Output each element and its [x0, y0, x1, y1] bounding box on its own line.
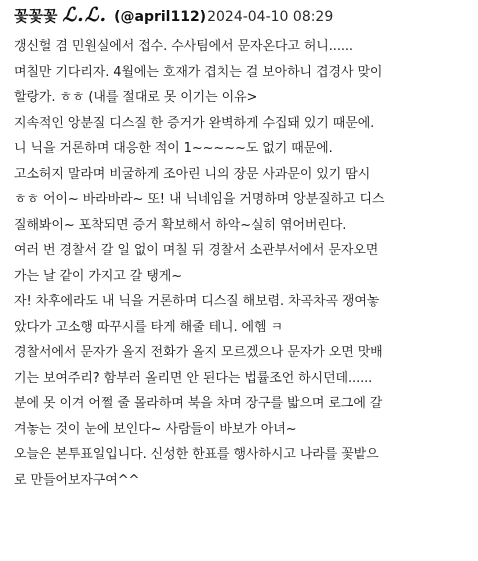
post-body-line: 분에 못 이겨 어쩔 줄 몰라하며 북을 차며 장구를 밟으며 로그에 갈	[14, 396, 383, 411]
post-body-line: 며칠만 기다리자. 4월에는 호재가 겹치는 걸 보아하니 겹경사 맞이	[14, 64, 383, 80]
author-handle[interactable]: (@april112)	[114, 9, 207, 25]
post-body-line: ㅎㅎ 어이~ 바라바라~ 또! 내 닉네임을 거명하며 앙분질하고 디스	[14, 192, 385, 207]
post-body-line: 여러 번 경찰서 갈 일 없이 며칠 뒤 경찰서 소관부서에서 문자오면	[14, 243, 379, 258]
post-body-line: 할랑가. ㅎㅎ (내를 절대로 못 이기는 이유>	[14, 90, 258, 105]
post-body-line: 기는 보여주리? 함부러 올리면 안 된다는 법률조언 하시던데......	[14, 370, 373, 386]
author-decoration: ℒ.ℒ.	[62, 4, 108, 26]
post-body-line: 갱신헐 겸 민원실에서 접수. 수사팀에서 문자온다고 허니......	[14, 39, 353, 54]
post-body-line: 질해봐이~ 포착되면 증거 확보해서 하악~실히 엮어버린다.	[14, 217, 347, 233]
post-body-line: 로 만들어보자구여^^	[14, 472, 140, 488]
post-body-line: 고소허지 말라며 비굴하게 조아린 니의 장문 사과문이 있기 땀시	[14, 166, 371, 182]
author-name[interactable]: 꽃꽃꽃	[14, 7, 58, 25]
post-body-line: 니 닉을 거론하며 대응한 적이 1~~~~~도 없기 때문에.	[14, 141, 333, 156]
post-body-line: 겨놓는 것이 눈에 보인다~ 사람들이 바보가 아녀~	[14, 421, 297, 437]
post-body	[14, 34, 470, 493]
post-body-line: 지속적인 앙분질 디스질 한 증거가 완벽하게 수집돼 있기 때문에.	[14, 115, 375, 131]
post-body-line: 오늘은 본투표일입니다. 신성한 한표를 행사하시고 나라를 꽃밭으	[14, 447, 379, 462]
post-body-line: 가는 날 같이 가지고 갈 탱게~	[14, 268, 182, 284]
post-body-line: 았다가 고소행 따꾸시를 타게 해줄 테니. 에헴 ㅋ	[14, 319, 283, 335]
post-header	[14, 4, 470, 30]
post-body-line: 자! 차후에라도 내 닉을 거론하며 디스질 해보렴. 차곡차곡 쟁여놓	[14, 294, 380, 309]
post-body-line: 경찰서에서 문자가 올지 전화가 올지 모르겠으나 문자가 오면 맛배	[14, 345, 383, 360]
post-timestamp: 2024-04-10 08:29	[207, 9, 334, 25]
